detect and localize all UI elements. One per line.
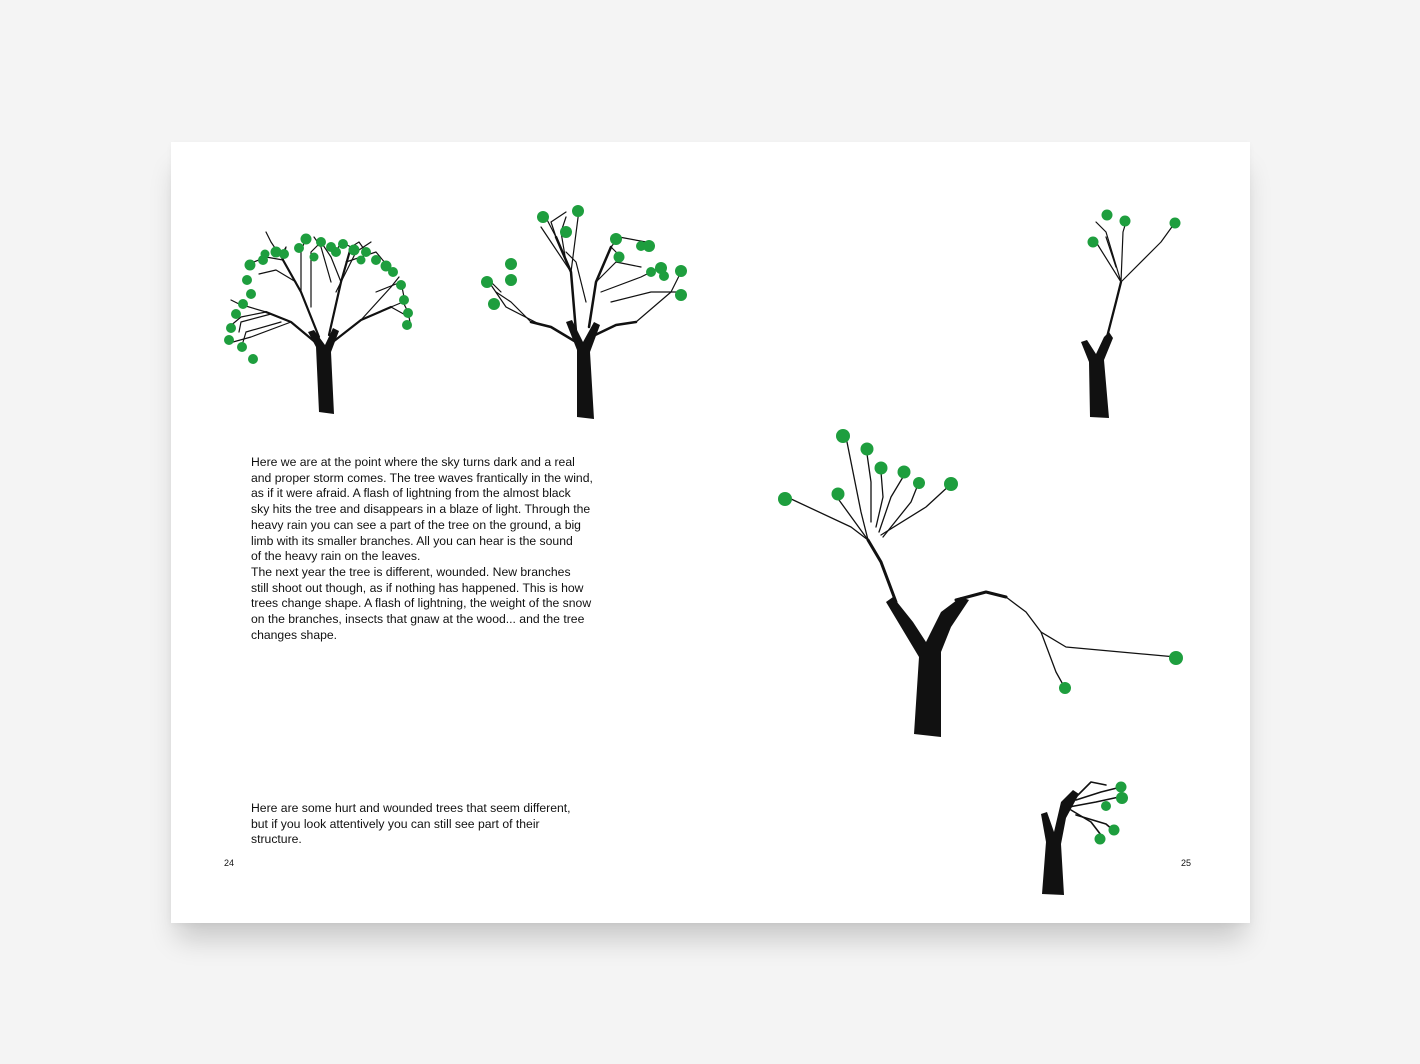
- left-page: [171, 142, 711, 923]
- story-text: Here we are at the point where the sky turns dark and a real and proper storm comes. The tree waves frantically in the wind, as if it were afraid. A flash of lightning from the almost black sky hits the tree and disappears in a blaze of light. Through the heavy rain you can see a part of the tree on the ground, a big limb with its smaller branches. All you can hear is the sound of the heavy rain on the leaves. The next year the tree is different, wounded. New branches still shoot out though, as if nothing has happened. This is how trees change shape. A flash of lightning, the weight of the snow on the branches, insects that gnaw at the wood... and the tree changes shape.: [251, 455, 593, 642]
- page-number-right: 25: [1181, 858, 1192, 868]
- page-number-left: 24: [224, 858, 235, 868]
- caption-text: Here are some hurt and wounded trees that seem different, but if you look attentively you can still see part of their structure.: [251, 801, 571, 847]
- book-spread: [171, 142, 1250, 923]
- right-page: [711, 142, 1250, 923]
